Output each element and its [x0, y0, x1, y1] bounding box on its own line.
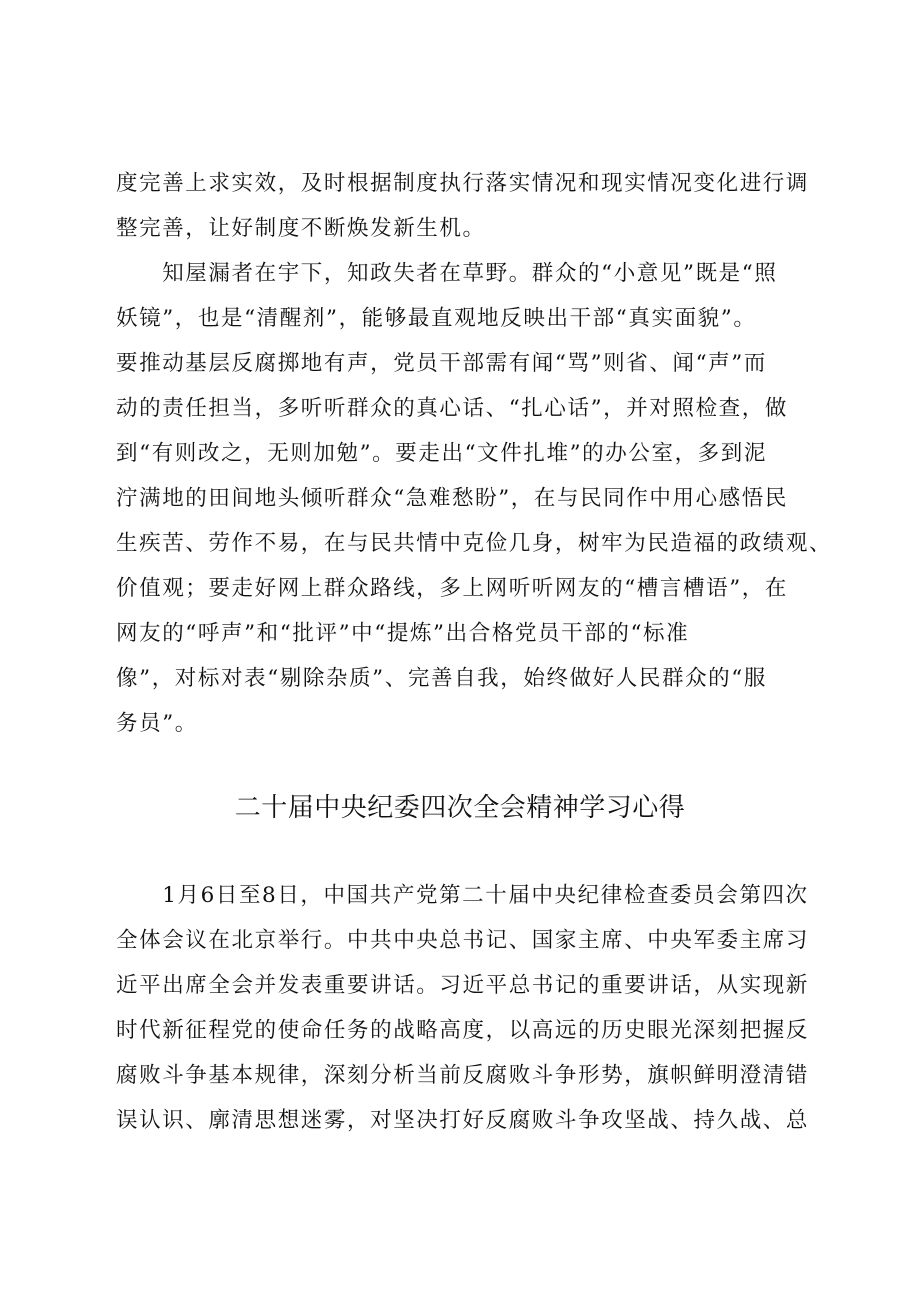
- paragraph-line: 泞满地的田间地头倾听群众“急难愁盼”，在与民同作中用心感悟民: [116, 486, 788, 511]
- paragraph-line: 近平出席全会并发表重要讲话。习近平总书记的重要讲话，从实现新: [116, 973, 810, 998]
- paragraph-line: 误认识、廓清思想迷雾，对坚决打好反腐败斗争攻坚战、持久战、总: [116, 1108, 810, 1133]
- paragraph-line: 知屋漏者在宇下，知政失者在草野。群众的“小意见”既是“照: [116, 261, 778, 286]
- section-heading: 二十届中央纪委四次全会精神学习心得: [234, 793, 686, 823]
- paragraph-line: 1月6日至8日，中国共产党第二十届中央纪律检查委员会第四次: [116, 883, 809, 908]
- paragraph-line: 时代新征程党的使命任务的战略高度，以高远的历史眼光深刻把握反: [116, 1018, 810, 1043]
- paragraph-line: 到“有则改之，无则加勉”。要走出“文件扎堆”的办公室，多到泥: [116, 441, 767, 466]
- paragraph-line: 度完善上求实效，及时根据制度执行落实情况和现实情况变化进行调: [116, 171, 810, 196]
- paragraph-2: [116, 251, 833, 746]
- paragraph-line: 整完善，让好制度不断焕发新生机。: [116, 216, 486, 241]
- paragraph-line: 价值观；要走好网上群众路线，多上网听听网友的“槽言槽语”，在: [116, 576, 788, 601]
- continued-paragraph: [116, 161, 808, 251]
- paragraph-line: 妖镜”，也是“清醒剂”，能够最直观地反映出干部“真实面貌”。: [116, 306, 757, 331]
- paragraph-line: 务员”。: [116, 711, 198, 736]
- paragraph-line: 生疾苦、劳作不易，在与民共情中克俭几身，树牢为民造福的政绩观、: [116, 531, 833, 556]
- paragraph-line: 像”，对标对表“剔除杂质”、完善自我，始终做好人民群众的“服: [116, 666, 767, 691]
- paragraph-line: 全体会议在北京举行。中共中央总书记、国家主席、中央军委主席习: [116, 928, 810, 953]
- paragraph-line: 动的责任担当，多听听群众的真心话、“扎心话”，并对照检查，做: [116, 396, 788, 421]
- paragraph-line: 腐败斗争基本规律，深刻分析当前反腐败斗争形势，旗帜鲜明澄清错: [116, 1063, 810, 1088]
- paragraph-line: 网友的“呼声”和“批评”中“提炼”出合格党员干部的“标准: [116, 621, 690, 646]
- paragraph-3: [116, 873, 808, 1143]
- paragraph-line: 要推动基层反腐掷地有声，党员干部需有闻“骂”则省、闻“声”而: [116, 351, 767, 376]
